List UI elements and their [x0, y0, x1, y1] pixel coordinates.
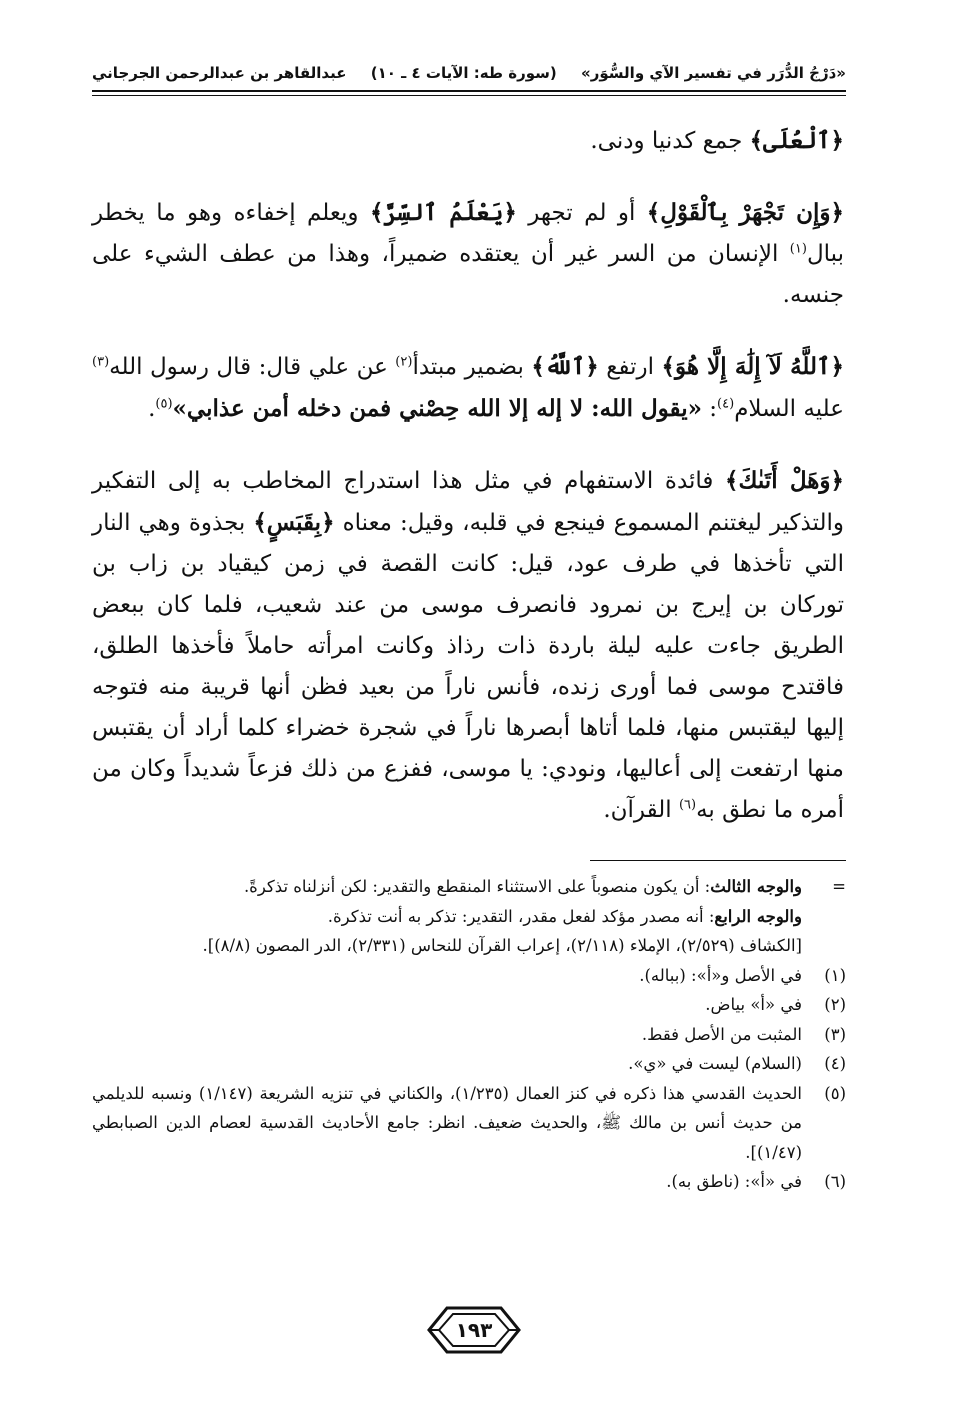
header-rule-thick — [92, 90, 846, 92]
quran-phrase: ﴿وَإِن تَجْهَرْ بِٱلْقَوْلِ﴾ — [646, 199, 844, 226]
quran-phrase: ﴿ٱللَّهُ﴾ — [531, 353, 599, 380]
footnote-item — [92, 1079, 846, 1168]
footnote-number: (٤) — [824, 1054, 846, 1073]
header-section: (سورة طه: الآيات ٤ ـ ١٠) — [370, 64, 557, 82]
footnote-label: والوجه الثالث — [710, 877, 802, 896]
commentary-text: بجذوة وهي النار التي تأخذها في طرف عود، قيل: كانت القصة في زمن كيقياد بن زاب بن توركان بن إيرج بن نمرود فانصرف موسى من عند شعيب، فلما كان ببعض الطريق جاءت عليه ليلة باردة ذات رذاذ وكانت امرأته حاملاً فأخذها الطلق، فاقتدح موسى فما أورى زنده، فأنس ناراً من بعيد فظن أنها قريبة منه فتوجه إليها ليقتبس منها، فلما أتاها أبصرها ناراً في شجرة خضراء كلما أراد أن يقتبس منها ارتفعت إلى أعاليها، ونودي: يا موسى، ففزع من ذلك فزعاً شديداً وكان من أمره ما نطق به — [92, 510, 844, 823]
footnote-text: : أنه مصدر مؤكد لفعل مقدر، التقدير: تذكر به أنت تذكرة. — [327, 906, 715, 926]
footnote-ref[interactable]: (٢) — [395, 354, 413, 370]
footnote-ref[interactable]: (٦) — [678, 797, 697, 813]
quran-phrase: ﴿ٱلْعُلَى﴾ — [749, 127, 844, 154]
quran-phrase: ﴿ٱللَّهُ لَآ إِلَٰهَ إِلَّا هُوَ﴾ — [661, 353, 844, 380]
footnote-item — [92, 1020, 846, 1050]
footnote-text: (السلام) ليست في «ي». — [628, 1054, 802, 1073]
page-number: ١٩٣ — [455, 1318, 493, 1342]
footnote-text: في الأصل و«أ»: (بباله). — [639, 965, 802, 985]
commentary-text: عن علي قال: قال رسول الله — [109, 354, 396, 380]
continuation-marker: = — [832, 877, 846, 896]
commentary-text: بضمير مبتدأ — [412, 354, 532, 380]
running-header — [92, 58, 846, 88]
main-text — [92, 120, 844, 861]
honorific-text: عليه السلام — [734, 396, 844, 422]
commentary-text: جمع كدنيا ودنى. — [590, 128, 750, 154]
header-author: عبدالقاهر بن عبدالرحمن الجرجاني — [92, 64, 347, 82]
footnote-number: (٥) — [824, 1083, 846, 1103]
footnote-number: (٣) — [824, 1024, 846, 1044]
footnote-item — [92, 1049, 846, 1079]
hadith-quote: «يقول الله: لا إله إلا الله حِصْني فمن دخله أمن عذابي» — [172, 395, 702, 422]
footnote-text: في «أ» بياض. — [705, 995, 802, 1014]
paragraph-3 — [92, 346, 844, 430]
quran-phrase: ﴿بِقَبَسٍ﴾ — [253, 509, 335, 536]
footnote-item — [92, 1167, 846, 1197]
footnote-label: والوجه الرابع — [714, 906, 802, 926]
footnote-text: في «أ»: (ناطق به). — [666, 1172, 802, 1191]
page-number-ornament — [425, 1302, 523, 1358]
commentary-text: : — [701, 396, 718, 422]
commentary-text: الإنسان من السر غير أن يعتقده ضميراً، وهذا من عطف الشيء على جنسه. — [92, 241, 844, 308]
footnotes — [92, 872, 846, 1197]
footnote-item — [92, 990, 846, 1020]
commentary-text: فائدة الاستفهام في مثل هذا استدراج المخاطب به إلى التفكير والتذكير ليغتنم المسموع فينجع في قلبه، وقيل: معناه — [92, 468, 844, 536]
commentary-text: أو لم تجهر — [516, 200, 647, 226]
commentary-text: . — [148, 396, 156, 422]
footnote-references: [الكشاف (٢/٥٢٩)، الإملاء (٢/١١٨)، إعراب القرآن للنحاس (٢/٣٣١)، الدر المصون (٨/٨)]. — [202, 936, 802, 955]
footnote-number: (٢) — [824, 995, 846, 1014]
footnote-text: الحديث القدسي هذا ذكره في كنز العمال (١/٢٣٥)، والكناني في تنزيه الشريعة (١/١٤٧) ونسبه للديلمي من حديث أنس بن مالك ﷺ، والحديث ضعيف. انظر: جامع الأحاديث القدسية لعصام الدين الصبابطي (١/٤٧)]. — [92, 1083, 803, 1162]
footnote-item — [92, 961, 846, 991]
header-rule-thin — [92, 95, 846, 96]
footnote-ref[interactable]: (٤) — [717, 396, 735, 412]
footnote-ref[interactable]: (٥) — [155, 396, 173, 412]
paragraph-1 — [92, 120, 844, 162]
quran-phrase: ﴿وَهَلْ أَتَىٰكَ﴾ — [725, 467, 844, 494]
footnote-number: (١) — [824, 965, 846, 985]
paragraph-4 — [92, 460, 844, 831]
header-book-title: «دَرْجُ الدُّرَر في تفسير الآي والسُّوَر» — [581, 64, 846, 82]
commentary-text: ارتفع — [598, 354, 662, 380]
footnote-text: : أن يكون منصوباً على الاستثناء المنقطع والتقدير: لكن أنزلناه تذكرةً. — [243, 877, 711, 896]
footnote-continued — [92, 872, 846, 961]
quran-phrase: ﴿يَعْلَمُ ٱلسِّرَّ﴾ — [369, 199, 517, 226]
commentary-text: القرآن. — [603, 797, 679, 823]
footnote-ref[interactable]: (٣) — [92, 354, 110, 370]
footnote-ref[interactable]: (١) — [789, 241, 807, 257]
footnote-separator — [590, 860, 846, 861]
commentary-text: ويعلم إخفاءه وهو ما يخطر ببال — [92, 200, 844, 267]
footnote-text: المثبت من الأصل فقط. — [641, 1024, 802, 1044]
footnote-number: (٦) — [824, 1172, 846, 1191]
paragraph-2 — [92, 192, 844, 316]
